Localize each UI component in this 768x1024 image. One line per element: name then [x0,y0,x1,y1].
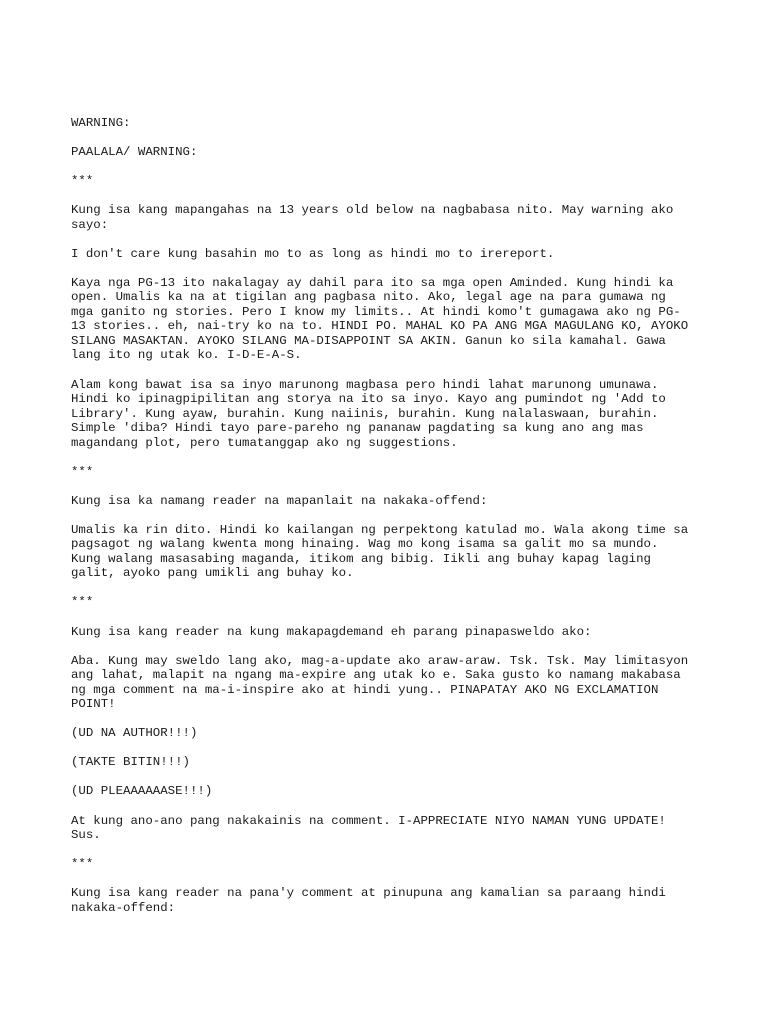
paragraph-13-years-old: Kung isa kang mapangahas na 13 years old below na nagbabasa nito. May warning ako sayo: [71,203,674,232]
paragraph-umalis-ka-rin: Umalis ka rin dito. Hindi ko kailangan ng perpektong katulad mo. Wala akong time sa pagsagot ng walang kwenta mong hinaing. Wag mo kong isama sa galit mo sa mundo. Kung walang masasabing maganda, itikom ang bibig. Iikli ang buhay kapag laging galit, ayoko pang umikli ang buhay ko. [71,522,689,581]
section-separator: *** [71,857,94,872]
paragraph-mapanlait-reader: Kung isa ka namang reader na mapanlait na nakaka-offend: [71,493,488,508]
quote-takte-bitin: (TAKTE BITIN!!!) [71,755,190,770]
quote-ud-please: (UD PLEAAAAAASE!!!) [71,784,213,799]
section-separator: *** [71,595,94,610]
paalala-heading: PAALALA/ WARNING: [71,145,198,160]
paragraph-demanding-reader: Kung isa kang reader na kung makapagdemand eh parang pinapasweldo ako: [71,624,592,639]
paragraph-nakakainis-comment: At kung ano-ano pang nakakainis na comment. I-APPRECIATE NIYO NAMAN YUNG UPDATE! Sus. [71,813,666,842]
quote-ud-na-author: (UD NA AUTHOR!!!) [71,726,198,741]
paragraph-pg13: Kaya nga PG-13 ito nakalagay ay dahil para ito sa mga open Aminded. Kung hindi ka open. Umalis ka na at tigilan ang pagbasa nito. Ako, legal age na para gumawa ng mga ganito ng stories. Pero I know my limits.. At hindi komo't gumagawa ako ng PG- 13 stories.. eh, nai-try ko na to. HINDI PO. MAHAL KO PA ANG MGA MAGULANG KO, AYOKO SILANG MASAKTAN. AYOKO SILANG MA-DISAPPOINT SA AKIN. Ganun ko sila kamahal. Gawa lang ito ng utak ko. I-D-E-A-S. [71,275,689,363]
section-separator: *** [71,174,94,189]
paragraph-pinupuna-reader: Kung isa kang reader na pana'y comment at pinupuna ang kamalian sa paraang hindi nakaka-offend: [71,886,666,915]
paragraph-dont-care: I don't care kung basahin mo to as long as hindi mo to irereport. [71,246,555,261]
paragraph-sweldo: Aba. Kung may sweldo lang ako, mag-a-update ako araw-araw. Tsk. Tsk. May limitasyon ang lahat, malapit na ngang ma-expire ang utak ko e. Saka gusto ko namang makabasa ng mga comment na ma-i-inspire ako at hindi yung.. PINAPATAY AKO NG EXCLAMATION POINT! [71,653,689,712]
section-separator: *** [71,464,94,479]
paragraph-marunong-magbasa: Alam kong bawat isa sa inyo marunong magbasa pero hindi lahat marunong umunawa. Hindi ko ipinagpipilitan ang storya na ito sa inyo. Kayo ang pumindot ng 'Add to Library'. Kung ayaw, burahin. Kung naiinis, burahin. Kung nalalaswaan, burahin. Simple 'diba? Hindi tayo pare-pareho ng pananaw pagdating sa kung ano ang mas magandang plot, pero tumatanggap ako ng suggestions. [71,377,666,450]
warning-heading: WARNING: [71,116,131,130]
